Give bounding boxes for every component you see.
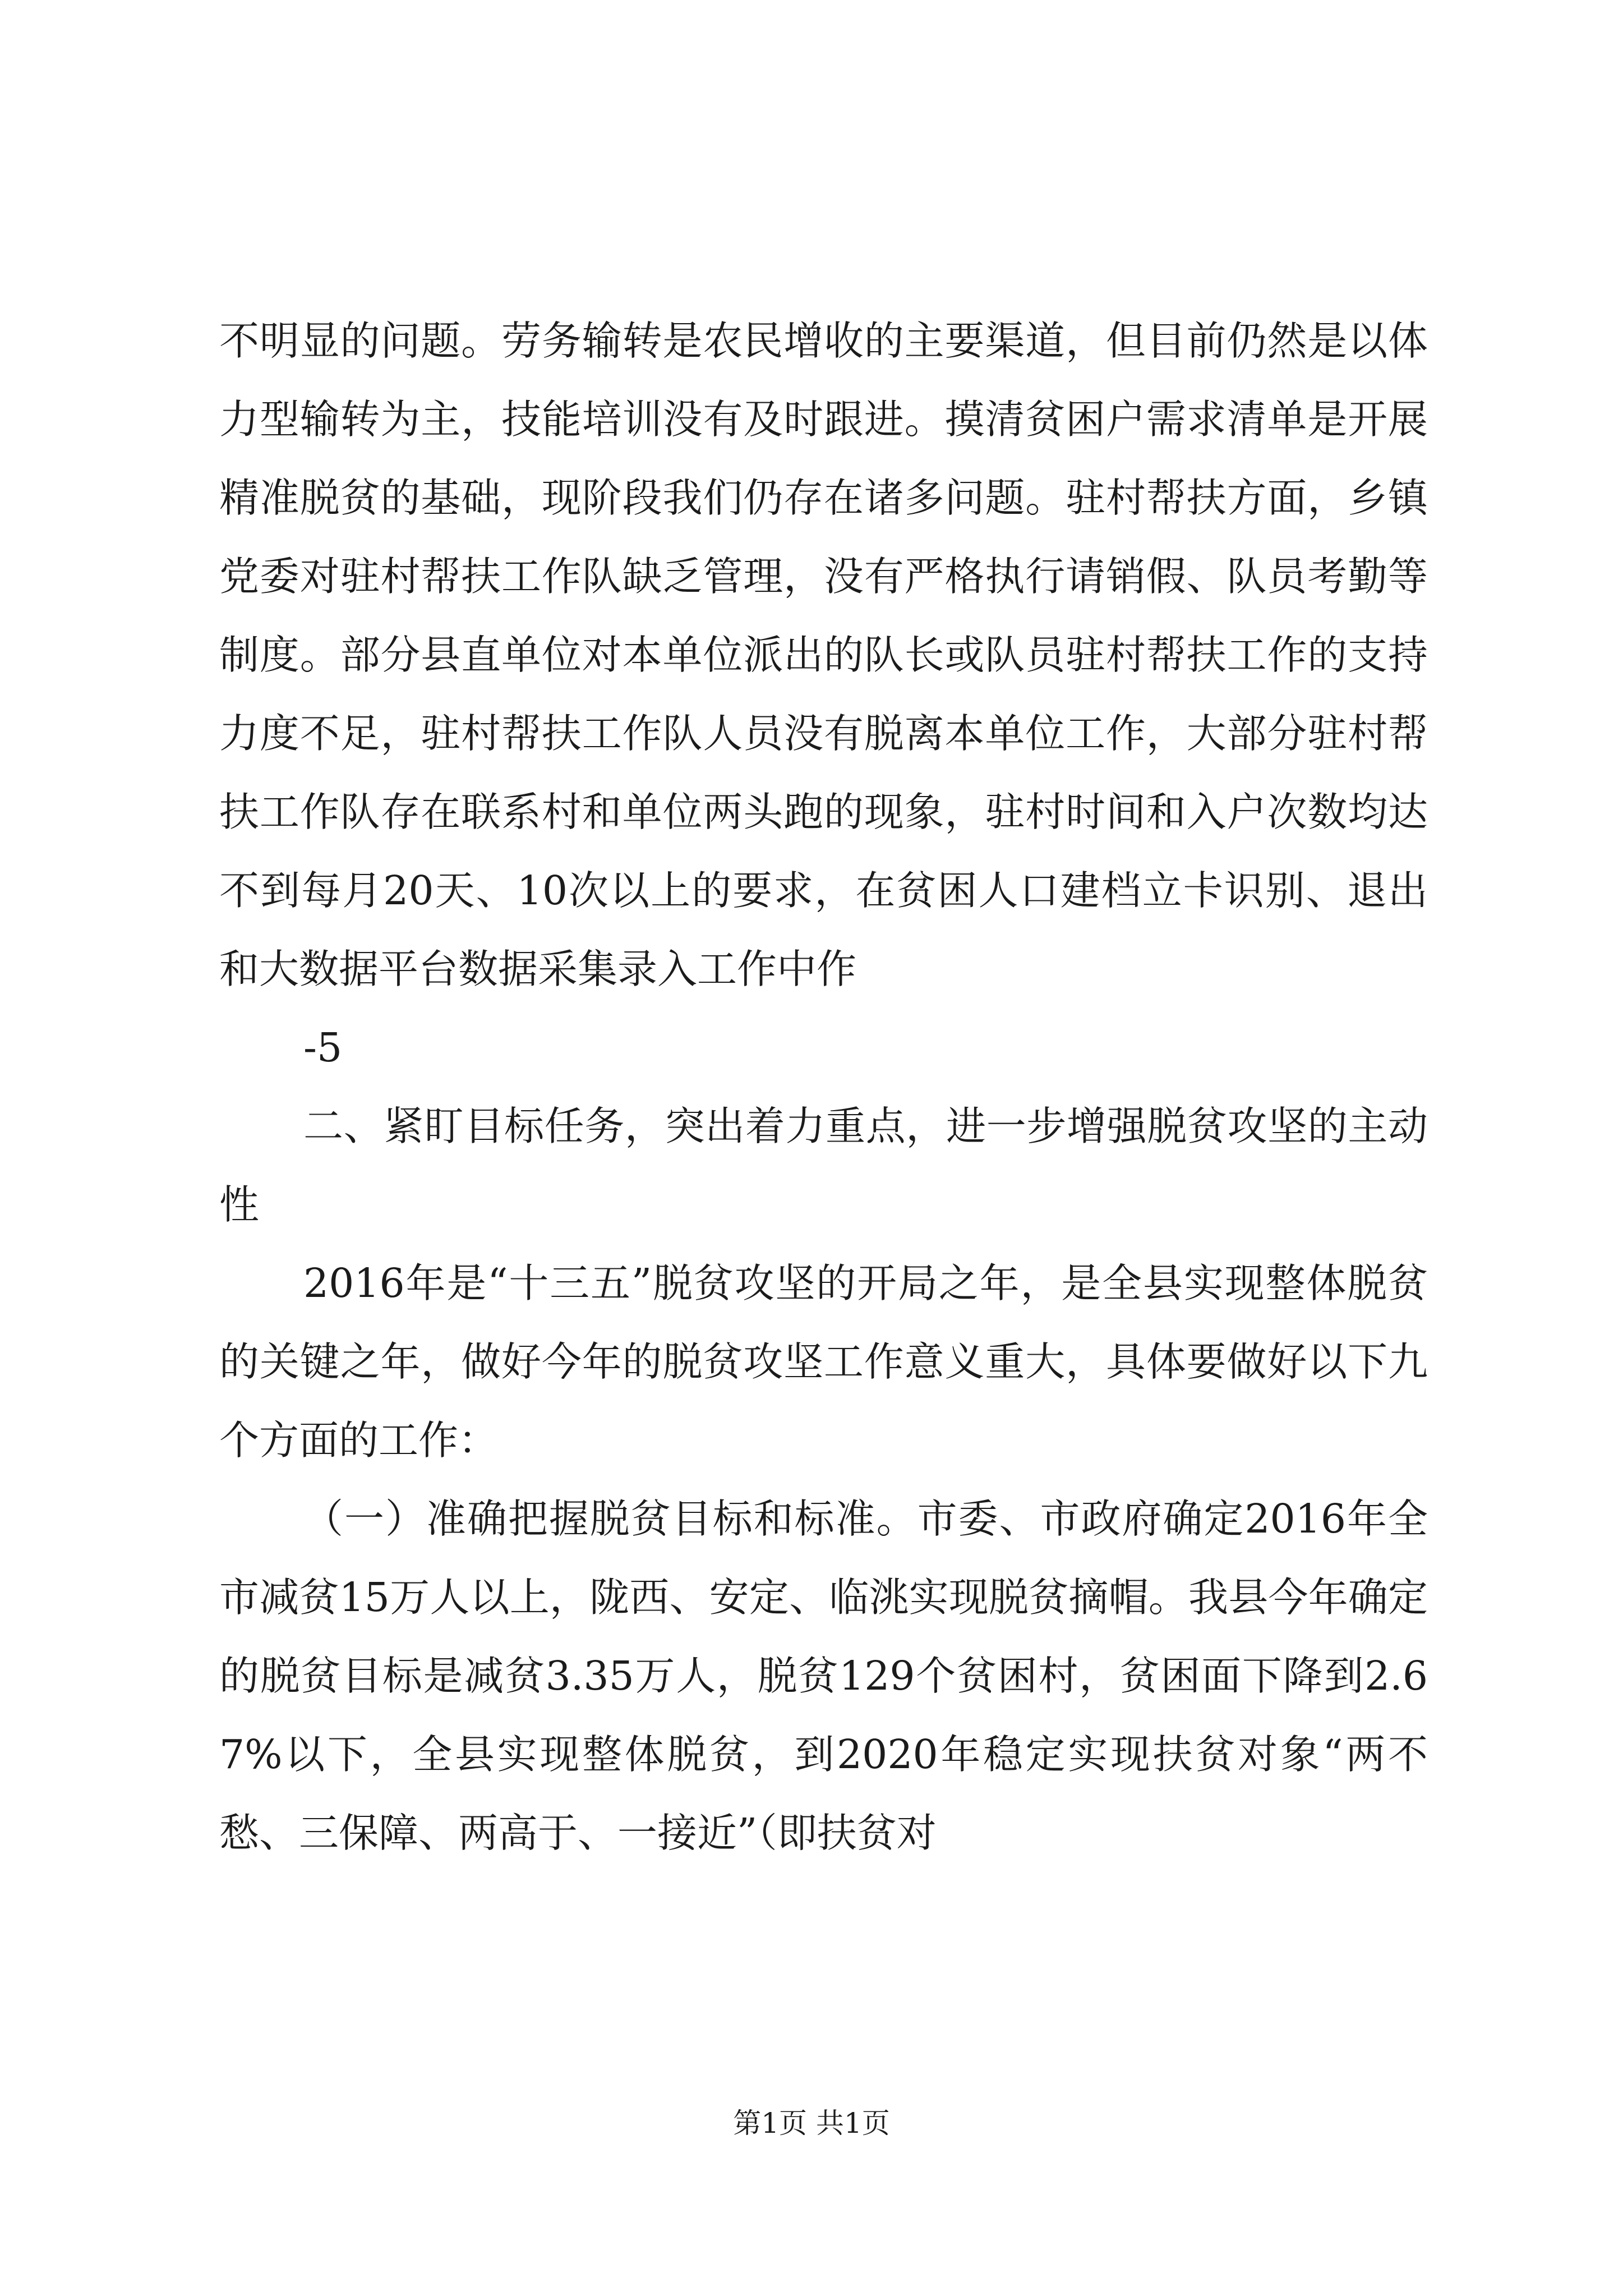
paragraph-page-marker: -5	[303, 1024, 343, 1071]
paragraph-continuation: 不明显的问题。劳务输转是农民增收的主要渠道，但目前仍然是以体力型输转为主，技能培训没有及时跟进。摸清贫困户需求清单是开展精准脱贫的基础，现阶段我们仍存在诸多问题。驻村帮扶方面，乡镇党委对驻村帮扶工作队缺乏管理，没有严格执行请销假、队员考勤等制度。部分县直单位对本单位派出的队长或队员驻村帮扶工作的支持力度不足，驻村帮扶工作队人员没有脱离本单位工作，大部分驻村帮扶工作队存在联系村和单位两头跑的现象，驻村时间和入户次数均达不到每月20天、10次以上的要求，在贫困人口建档立卡识别、退出和大数据平台数据采集录入工作中作	[219, 318, 1428, 992]
page-footer: 第1页 共1页	[733, 2107, 890, 2139]
section-heading: 二、紧盯目标任务，突出着力重点，进一步增强脱贫攻坚的主动性	[219, 1103, 1428, 1228]
paragraph-intro: 2016年是“十三五”脱贫攻坚的开局之年，是全县实现整体脱贫的关键之年，做好今年的脱贫攻坚工作意义重大，具体要做好以下九个方面的工作：	[219, 1260, 1428, 1464]
document-body	[219, 302, 1428, 1872]
paragraph-item-one: （一）准确把握脱贫目标和标准。市委、市政府确定2016年全市减贫15万人以上，陇西、安定、临洮实现脱贫摘帽。我县今年确定的脱贫目标是减贫3.35万人，脱贫129个贫困村，贫困面下降到2.67%以下，全县实现整体脱贫，到2020年稳定实现扶贫对象“两不愁、三保障、两高于、一接近”（即扶贫对	[219, 1496, 1428, 1856]
